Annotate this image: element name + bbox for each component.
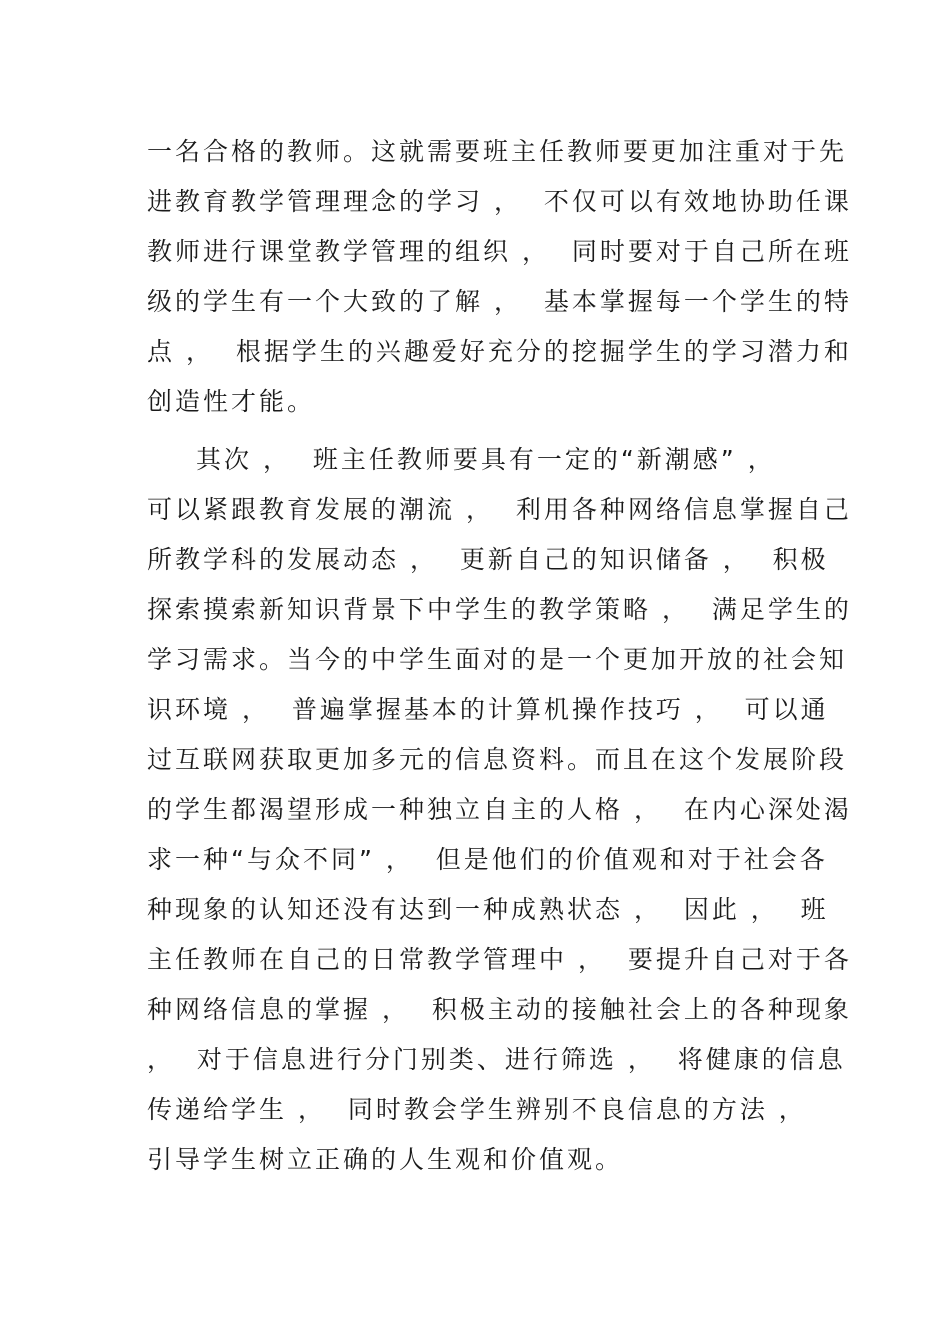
- paragraph-2-line: ， 对于信息进行分门别类、进行筛选 ， 将健康的信息: [147, 1045, 846, 1074]
- paragraph-2-line: 学习需求。当今的中学生面对的是一个更加开放的社会知: [147, 645, 848, 674]
- paragraph-2-line: 过互联网获取更加多元的信息资料。而且在这个发展阶段: [147, 745, 848, 774]
- paragraph-2-line: 可以紧跟教育发展的潮流 ， 利用各种网络信息掌握自己: [147, 495, 852, 524]
- paragraph-2-line: 主任教师在自己的日常教学管理中 ， 要提升自己对于各: [147, 945, 852, 974]
- paragraph-2-line: 种现象的认知还没有达到一种成熟状态 ， 因此 ， 班: [147, 895, 829, 924]
- paragraph-1-line: 进教育教学管理理念的学习 ， 不仅可以有效地协助任课: [147, 187, 852, 216]
- paragraph-2-line: 种网络信息的掌握 ， 积极主动的接触社会上的各种现象: [147, 995, 852, 1024]
- paragraph-2-line: 传递给学生 ， 同时教会学生辨别不良信息的方法 ，: [147, 1095, 807, 1124]
- paragraph-1-line: 点 ， 根据学生的兴趣爱好充分的挖掘学生的学习潜力和: [147, 337, 852, 366]
- paragraph-2-line: 识环境 ， 普遍掌握基本的计算机操作技巧 ， 可以通: [147, 695, 829, 724]
- paragraph-1-line: 教师进行课堂教学管理的组织 ， 同时要对于自己所在班: [147, 237, 852, 266]
- paragraph-1-line: 一名合格的教师。这就需要班主任教师要更加注重对于先: [147, 137, 848, 166]
- paragraph-2-line: 求一种“与众不同” ， 但是他们的价值观和对于社会各: [147, 845, 828, 874]
- paragraph-2-line: 探索摸索新知识背景下中学生的教学策略 ， 满足学生的: [147, 595, 852, 624]
- paragraph-2-line: 其次 ， 班主任教师要具有一定的“新潮感” ，: [196, 445, 776, 474]
- paragraph-1-line: 级的学生有一个大致的了解 ， 基本掌握每一个学生的特: [147, 287, 852, 316]
- paragraph-1-line: 创造性才能。: [147, 387, 316, 416]
- paragraph-2-line: 的学生都渴望形成一种独立自主的人格 ， 在内心深处渴: [147, 795, 852, 824]
- paragraph-2-line: 引导学生树立正确的人生观和价值观。: [147, 1145, 624, 1174]
- paragraph-2-line: 所教学科的发展动态 ， 更新自己的知识储备 ， 积极: [147, 545, 829, 574]
